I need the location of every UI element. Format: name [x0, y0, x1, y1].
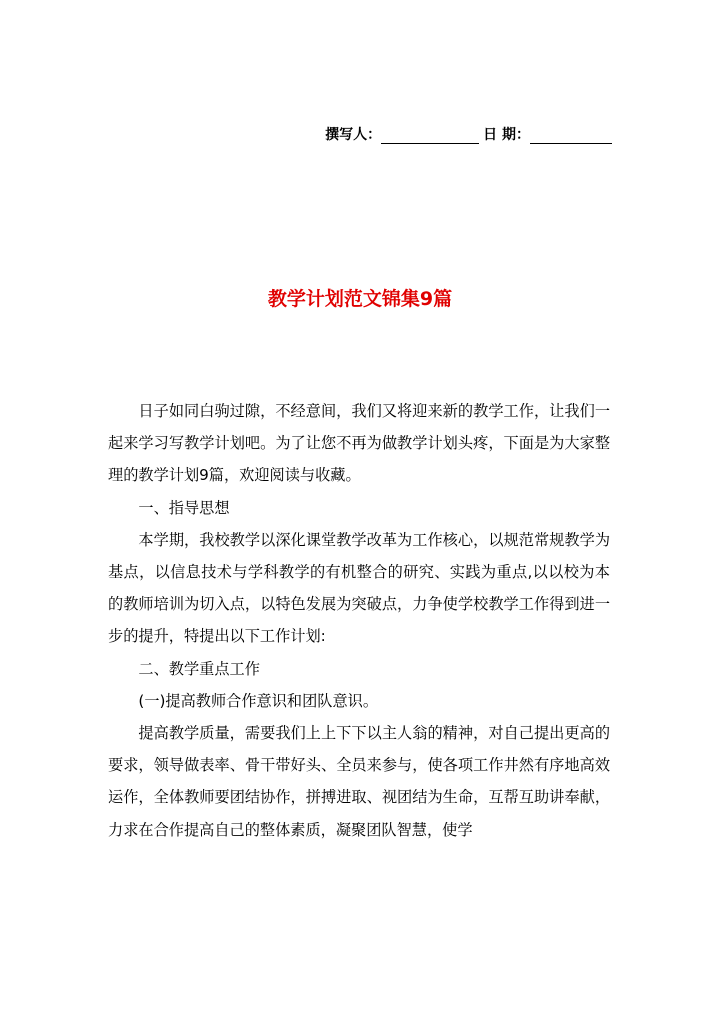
date-label: 日 期：	[483, 127, 530, 143]
author-date-line	[325, 124, 612, 144]
intro-paragraph: 日子如同白驹过隙，不经意间，我们又将迎来新的教学工作，让我们一起来学习写教学计划吧。为了让您不再为做教学计划头疼，下面是为大家整理的教学计划9篇，欢迎阅读与收藏。	[108, 402, 610, 485]
document-title: 教学计划范文锦集9篇	[267, 288, 453, 310]
document-body	[108, 395, 610, 846]
author-blank-line	[381, 129, 479, 144]
teamwork-paragraph: 提高教学质量，需要我们上上下下以主人翁的精神，对自己提出更高的要求，领导做表率、骨干带好头、全员来参与，使各项工作井然有序地高效运作，全体教师要团结协作，拼搏进取、视团结为生命，互帮互助讲奉献，力求在合作提高自己的整体素质，凝聚团队智慧，使学	[108, 724, 610, 839]
section-heading-teaching-focus: 二、教学重点工作	[138, 659, 260, 678]
author-label: 撰写人：	[325, 127, 382, 143]
subsection-heading-teamwork: (一)提高教师合作意识和团队意识。	[138, 691, 379, 710]
date-blank-line	[530, 129, 612, 144]
guiding-ideology-paragraph: 本学期，我校教学以深化课堂教学改革为工作核心，以规范常规教学为基点，以信息技术与学科教学的有机整合的研究、实践为重点,以以校为本的教师培训为切入点，以特色发展为突破点，力争使学校教学工作得到进一步的提升，特提出以下工作计划:	[108, 530, 610, 646]
section-heading-guiding-ideology: 一、指导思想	[138, 498, 230, 517]
